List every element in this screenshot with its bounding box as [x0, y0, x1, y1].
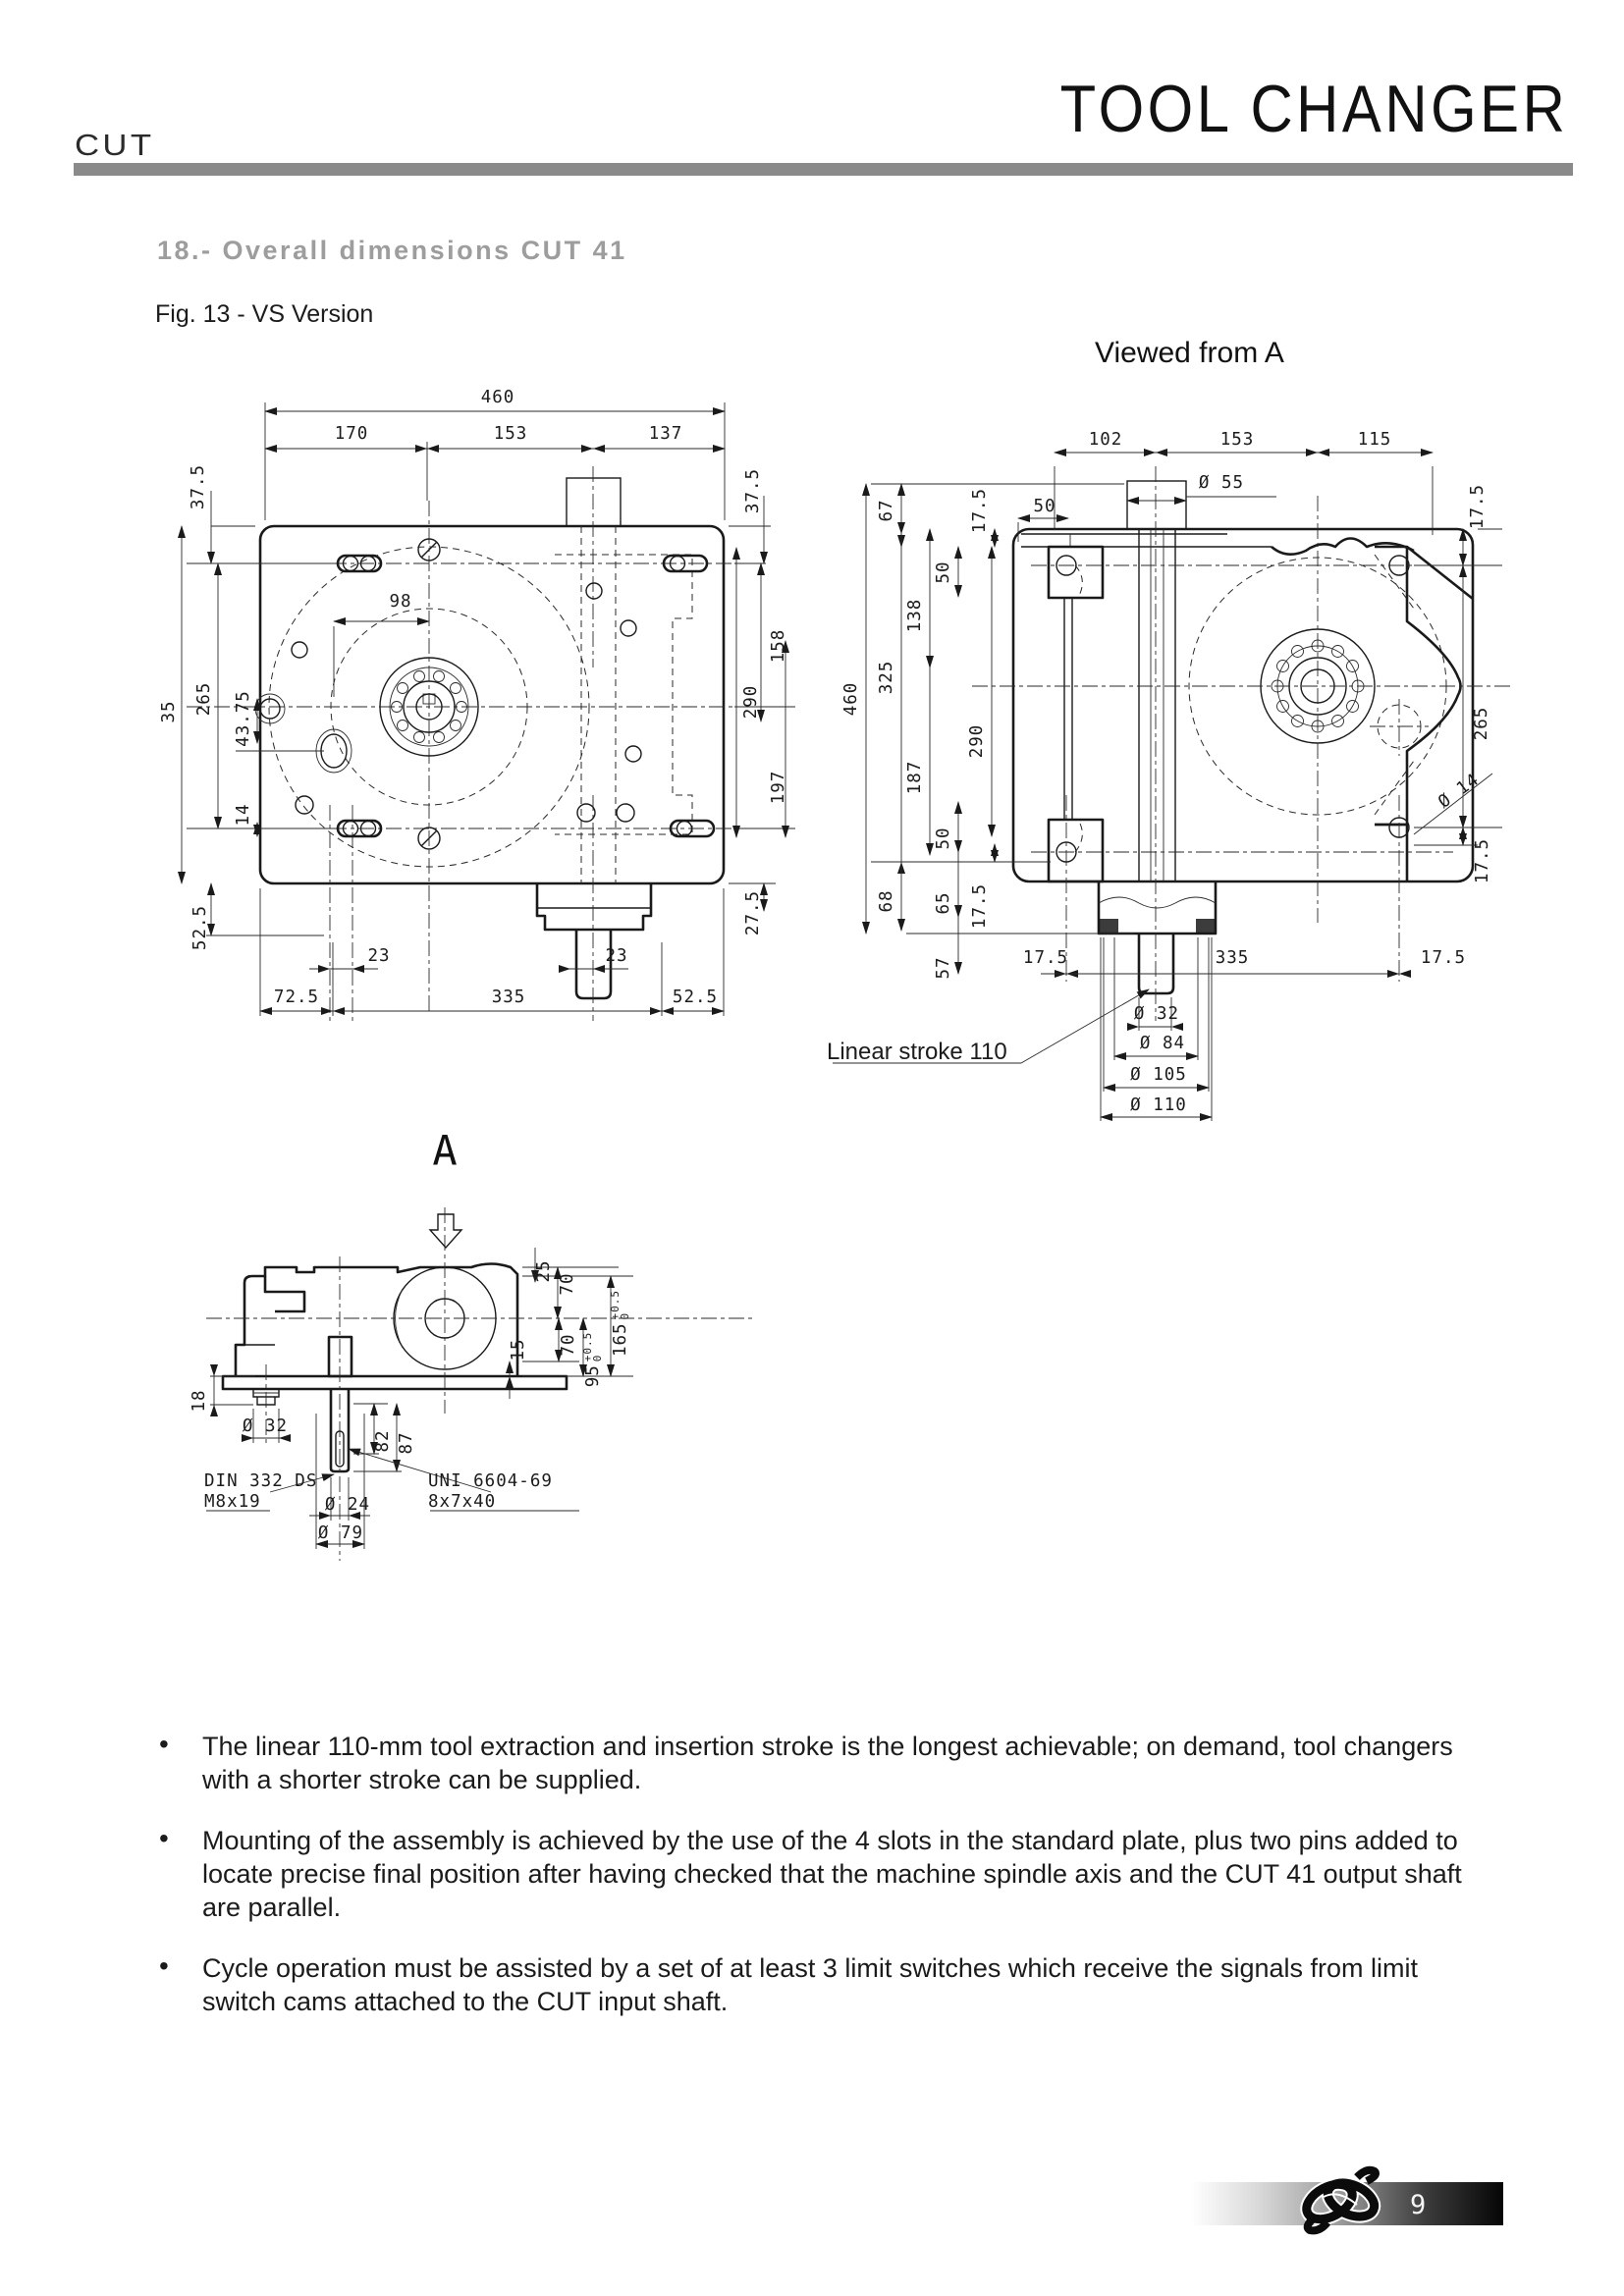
dim-label: Ø 105 — [1130, 1065, 1187, 1085]
dim-label: 98 — [389, 592, 412, 612]
dim-label: 153 — [1219, 430, 1255, 450]
notes-list — [157, 1730, 1485, 2046]
dim-label: 14 — [234, 803, 253, 827]
dim-label: Ø 32 — [242, 1416, 289, 1436]
dim-label: 35 — [159, 700, 179, 723]
dim-label: 460 — [480, 388, 515, 407]
dim-label: Ø 84 — [1139, 1034, 1186, 1053]
dim-label: 17.5 — [1468, 483, 1488, 530]
dim-label: 37.5 — [743, 467, 763, 514]
dim-label: 52.5 — [672, 988, 719, 1007]
dim-label: DIN 332 DS — [204, 1471, 318, 1491]
dim-label: M8x19 — [204, 1492, 261, 1512]
dim-label: 290 — [741, 684, 761, 720]
dim-label: 158 — [769, 628, 788, 664]
dim-label: 50 — [934, 561, 953, 584]
dim-label: 17.5 — [1420, 948, 1467, 968]
dim-label: 325 — [877, 660, 896, 695]
dim-label: 335 — [1215, 948, 1250, 968]
dim-label: 335 — [491, 988, 526, 1007]
dim-label: 67 — [877, 499, 896, 522]
dim-label: 17.5 — [1022, 948, 1069, 968]
front-view-dimensions — [825, 373, 1551, 1188]
dim-label: 70 — [559, 1333, 578, 1357]
dim-label: 72.5 — [273, 988, 320, 1007]
dim-label: 170 — [334, 424, 369, 444]
dim-label: Ø 79 — [317, 1523, 364, 1543]
dim-label: Ø 14 — [1435, 770, 1484, 813]
dim-label: 187 — [905, 760, 925, 795]
dim-label: 37.5 — [189, 463, 208, 510]
drawing-front-view — [825, 373, 1551, 1188]
dim-label: 265 — [194, 681, 214, 717]
dim-label: Ø 32 — [1133, 1004, 1180, 1024]
dim-label: 52.5 — [190, 904, 210, 951]
dim-label: 25 — [534, 1259, 554, 1283]
dim-label: 57 — [934, 956, 953, 980]
dim-label: 165 +0.5 0 — [609, 1289, 631, 1358]
dim-label: UNI 6604-69 — [428, 1471, 553, 1491]
side-view-dimensions — [167, 1119, 874, 1669]
dim-label: 23 — [605, 946, 628, 966]
figure-label: Fig. 13 - VS Version — [155, 300, 374, 328]
section-title: 18.- Overall dimensions CUT 41 — [157, 236, 627, 265]
dim-label: 460 — [841, 681, 861, 717]
dim-label: 50 — [1033, 497, 1056, 516]
dim-label: 115 — [1357, 430, 1392, 450]
dim-label: 27.5 — [743, 889, 763, 936]
dim-label: 138 — [905, 598, 925, 633]
dim-label: 197 — [769, 770, 788, 805]
knot-logo-icon — [1294, 2160, 1388, 2249]
dim-label: 43.75 — [234, 690, 253, 747]
dim-label: 23 — [367, 946, 391, 966]
note-item: • Cycle operation must be assisted by a set of at least 3 limit switches which receive the signals from limit switch cams attached to the CUT input shaft. — [157, 1951, 1485, 2018]
dim-label: 17.5 — [1473, 837, 1492, 884]
drawing-top-view — [128, 373, 815, 1041]
dim-label: 87 — [397, 1431, 416, 1455]
dim-label: Ø 24 — [324, 1495, 371, 1515]
dim-label: 265 — [1472, 706, 1491, 741]
dim-label: 290 — [967, 723, 987, 759]
header-rule — [74, 163, 1573, 176]
dim-label: 18 — [189, 1389, 209, 1413]
dim-label: 65 — [934, 891, 953, 915]
dim-label: 68 — [877, 889, 896, 913]
page-number: 9 — [1410, 2190, 1427, 2220]
viewed-from-label: Viewed from A — [1095, 337, 1284, 369]
drawing-side-view — [167, 1119, 874, 1669]
dim-label: 17.5 — [970, 882, 990, 930]
brand-label: CUT — [75, 128, 155, 162]
dim-label: 17.5 — [970, 487, 990, 534]
dim-label: 153 — [493, 424, 528, 444]
dim-label: 8x7x40 — [428, 1492, 497, 1512]
dim-label: 102 — [1088, 430, 1123, 450]
top-view-dimensions — [128, 373, 815, 1041]
dim-label: 50 — [934, 827, 953, 850]
dim-label: 82 — [373, 1429, 393, 1453]
note-item: • The linear 110-mm tool extraction and insertion stroke is the longest achievable; on demand, tool changers with a shorter stroke can be supplied. — [157, 1730, 1485, 1796]
dim-label: Linear stroke 110 — [827, 1039, 1007, 1065]
dim-label: Ø 55 — [1198, 473, 1245, 493]
dim-label: 137 — [648, 424, 683, 444]
dim-label: Ø 110 — [1130, 1095, 1187, 1115]
dim-label: 95 +0.5 0 — [581, 1331, 604, 1388]
view-marker: A — [432, 1126, 458, 1175]
dim-label: 15 — [509, 1338, 528, 1362]
page-title: TOOL CHANGER — [1059, 72, 1568, 146]
note-item: • Mounting of the assembly is achieved by the use of the 4 slots in the standard plate, plus two pins added to locate precise final position after having checked that the machine spindle axis and the CUT 41 output shaft are parallel. — [157, 1824, 1485, 1924]
dim-label: 70 — [558, 1272, 577, 1296]
